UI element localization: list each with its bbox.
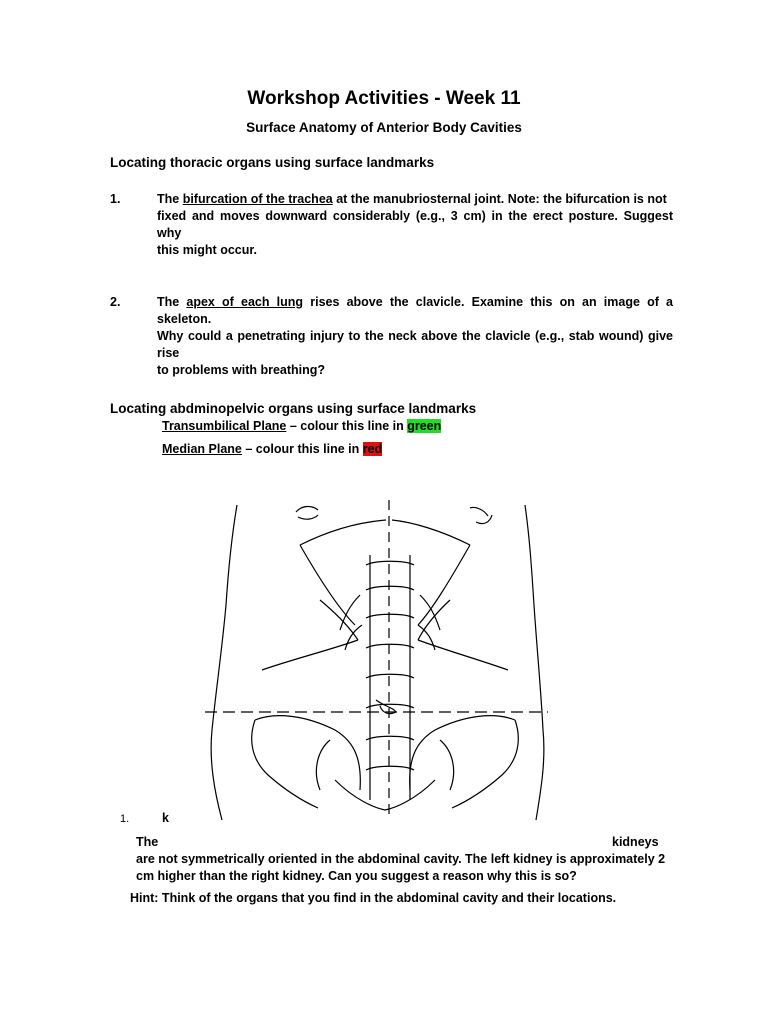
abdominal-q1-line1-start: The	[136, 835, 159, 849]
thoracic-q1-line1: The bifurcation of the trachea at the manubriosternal joint. Note: the bifurcation is not	[157, 192, 667, 206]
thoracic-q2-line1: The apex of each lung rises above the clavicle. Examine this on an image of a skeleton.	[157, 295, 673, 326]
abdomen-skeleton-diagram	[195, 495, 565, 825]
abdominal-q1-number: 1.	[120, 813, 130, 825]
pelvis-right	[410, 716, 519, 808]
abdominal-q1-line2: are not symmetrically oriented in the abdominal cavity. The left kidney is approximately 2	[136, 852, 666, 866]
page-subtitle: Surface Anatomy of Anterior Body Cavities	[246, 120, 522, 135]
pelvis-left	[252, 716, 361, 808]
abdominal-q1-cut-text: k	[162, 811, 169, 825]
thoracic-q2-line3: to problems with breathing?	[157, 363, 326, 377]
abdominal-heading: Locating abdminopelvic organs using surface landmarks	[110, 401, 477, 416]
green-highlight: green	[407, 419, 442, 433]
thoracic-heading: Locating thoracic organs using surface landmarks	[110, 155, 435, 170]
torso-outline-left	[211, 505, 237, 820]
left-nipple-mark	[296, 506, 318, 519]
vertebral-column	[340, 555, 440, 800]
bifurcation-term: bifurcation of the trachea	[182, 192, 333, 206]
abdominal-q1-line3: cm higher than the right kidney. Can you suggest a reason why this is so?	[136, 869, 577, 883]
pelvis-lower	[335, 780, 435, 810]
thoracic-q1-line3: this might occur.	[157, 243, 258, 257]
thoracic-q1-text	[157, 191, 673, 259]
thoracic-q2-text	[157, 294, 673, 379]
page-title: Workshop Activities - Week 11	[247, 88, 521, 109]
thoracic-q2-number: 2.	[110, 295, 121, 309]
apex-term: apex of each lung	[186, 295, 304, 309]
thoracic-q1-line2: fixed and moves downward considerably (e.g., 3 cm) in the erect posture. Suggest why	[157, 209, 673, 240]
transumbilical-plane-term: Transumbilical Plane	[162, 419, 287, 433]
thoracic-q1-number: 1.	[110, 192, 121, 206]
right-nipple-mark	[470, 507, 492, 523]
thoracic-q2-line2: Why could a penetrating injury to the neck above the clavicle (e.g., stab wound) give rise	[157, 329, 673, 360]
abdominal-q1-line1-end: kidneys	[612, 835, 659, 849]
median-plane-term: Median Plane	[162, 442, 242, 456]
transumbilical-plane-instruction: Transumbilical Plane – colour this line in green	[162, 419, 442, 433]
median-plane-instruction: Median Plane – colour this line in red	[162, 442, 383, 456]
red-highlight: red	[362, 442, 383, 456]
abdominal-q1-body	[136, 851, 673, 885]
torso-outline-right	[525, 505, 544, 820]
hint-text: Hint: Think of the organs that you find in the abdominal cavity and their locations.	[130, 891, 617, 905]
